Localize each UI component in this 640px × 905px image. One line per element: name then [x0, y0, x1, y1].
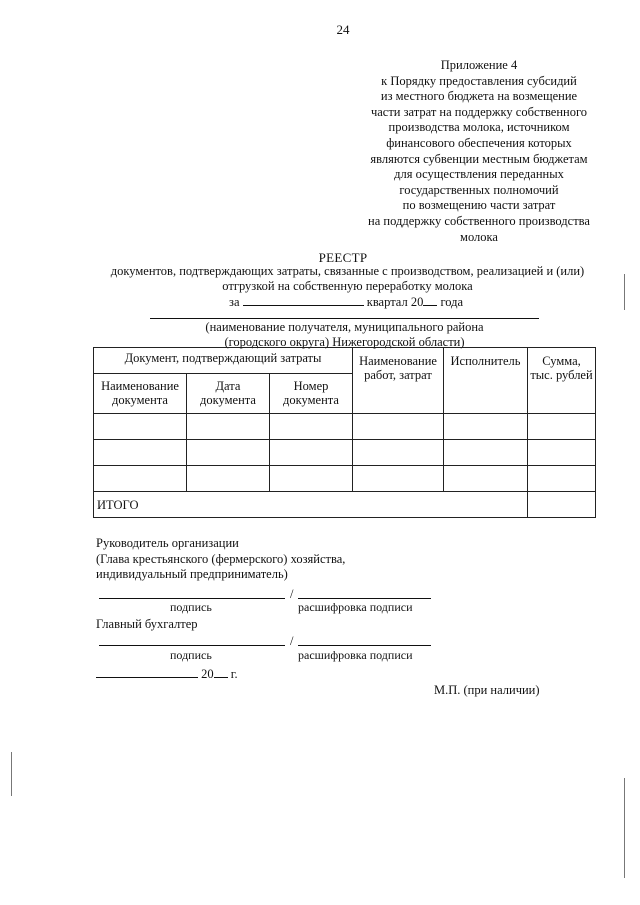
- accountant-signature-line[interactable]: [99, 645, 285, 646]
- table-cell[interactable]: [270, 414, 353, 440]
- head-label-line: Руководитель организации: [96, 536, 239, 550]
- table-row: [94, 414, 596, 440]
- table-row: [94, 466, 596, 492]
- quarter-blank[interactable]: [243, 294, 364, 306]
- registry-subtitle: [60, 264, 635, 310]
- table-cell[interactable]: [187, 414, 270, 440]
- signature-caption: подпись: [170, 648, 212, 662]
- period-suffix: года: [440, 295, 464, 309]
- scan-margin-mark: [11, 752, 12, 796]
- head-signer-label: [96, 536, 345, 583]
- head-label-line: (Глава крестьянского (фермерского) хозяйства,: [96, 551, 346, 566]
- table-cell[interactable]: [94, 466, 187, 492]
- registry-table: [93, 347, 596, 518]
- table-cell[interactable]: [353, 466, 444, 492]
- date-blank[interactable]: [96, 666, 198, 678]
- appendix-line: являются субвенции местным бюджетам: [370, 151, 588, 166]
- appendix-line: из местного бюджета на возмещение: [380, 89, 578, 104]
- appendix-line: части затрат на поддержку собственного: [370, 104, 588, 119]
- appendix-line: Приложение 4: [440, 58, 518, 72]
- period-line: [60, 294, 635, 310]
- header-work-name: Наименование работ, затрат: [353, 348, 444, 414]
- page-number: 24: [336, 22, 350, 37]
- seal-note: М.П. (при наличии): [434, 683, 540, 697]
- total-sum-cell[interactable]: [528, 492, 596, 518]
- decoding-caption: расшифровка подписи: [298, 600, 413, 614]
- table-cell[interactable]: [270, 466, 353, 492]
- scan-margin-mark: [624, 274, 625, 310]
- appendix-line: молока: [460, 229, 498, 244]
- year-blank[interactable]: [423, 294, 437, 306]
- table-cell[interactable]: [270, 440, 353, 466]
- group-header: Документ, подтверждающий затраты: [94, 348, 353, 374]
- table-cell[interactable]: [187, 440, 270, 466]
- header-doc-name: Наименование документа: [94, 374, 187, 414]
- table-cell[interactable]: [353, 440, 444, 466]
- subtitle-line: документов, подтверждающих затраты, связанные с производством, реализацией и (или): [110, 264, 585, 278]
- period-prefix: за: [229, 295, 240, 309]
- table-cell[interactable]: [528, 466, 596, 492]
- appendix-line: производства молока, источником: [388, 120, 570, 135]
- head-signature-line[interactable]: [99, 598, 285, 599]
- appendix-line: по возмещению части затрат: [402, 198, 556, 213]
- recipient-caption-line: (наименование получателя, муниципального района: [205, 320, 484, 334]
- appendix-line: для осуществления переданных: [394, 167, 564, 182]
- accountant-label: Главный бухгалтер: [96, 617, 198, 631]
- date-line: [96, 666, 238, 682]
- recipient-caption-line: (городского округа) Нижегородской области): [224, 335, 465, 349]
- period-middle: квартал 20: [366, 295, 424, 309]
- appendix-header: [356, 58, 602, 245]
- year-blank[interactable]: [214, 666, 228, 678]
- registry-title: РЕЕСТР: [318, 250, 368, 265]
- table-cell[interactable]: [94, 414, 187, 440]
- slash-separator: /: [290, 587, 294, 601]
- table-cell[interactable]: [187, 466, 270, 492]
- header-doc-number: Номер документа: [270, 374, 353, 414]
- total-row: [94, 492, 596, 518]
- accountant-decoding-line[interactable]: [298, 645, 431, 646]
- scan-margin-mark: [624, 778, 625, 878]
- recipient-blank-line[interactable]: [150, 318, 539, 319]
- table-cell[interactable]: [353, 414, 444, 440]
- header-executor: Исполнитель: [444, 348, 528, 414]
- table-cell[interactable]: [444, 466, 528, 492]
- table-cell[interactable]: [444, 440, 528, 466]
- table-row: [94, 440, 596, 466]
- subtitle-line: отгрузкой на собственную переработку молока: [222, 279, 473, 293]
- appendix-line: финансового обеспечения которых: [386, 135, 572, 150]
- appendix-line: государственных полномочий: [399, 182, 559, 197]
- head-decoding-line[interactable]: [298, 598, 431, 599]
- slash-separator: /: [290, 634, 294, 648]
- total-label: ИТОГО: [94, 492, 528, 518]
- date-middle: 20: [201, 667, 214, 681]
- date-suffix: г.: [230, 667, 238, 681]
- table-cell[interactable]: [528, 440, 596, 466]
- table-cell[interactable]: [528, 414, 596, 440]
- table-cell[interactable]: [94, 440, 187, 466]
- header-doc-date: Дата документа: [187, 374, 270, 414]
- recipient-caption: [150, 320, 539, 350]
- table-cell[interactable]: [444, 414, 528, 440]
- decoding-caption: расшифровка подписи: [298, 648, 413, 662]
- head-label-line: индивидуальный предприниматель): [96, 567, 288, 581]
- appendix-line: на поддержку собственного производства: [368, 213, 590, 228]
- appendix-line: к Порядку предоставления субсидий: [381, 73, 577, 88]
- signature-caption: подпись: [170, 600, 212, 614]
- header-sum: Сумма, тыс. рублей: [528, 348, 596, 414]
